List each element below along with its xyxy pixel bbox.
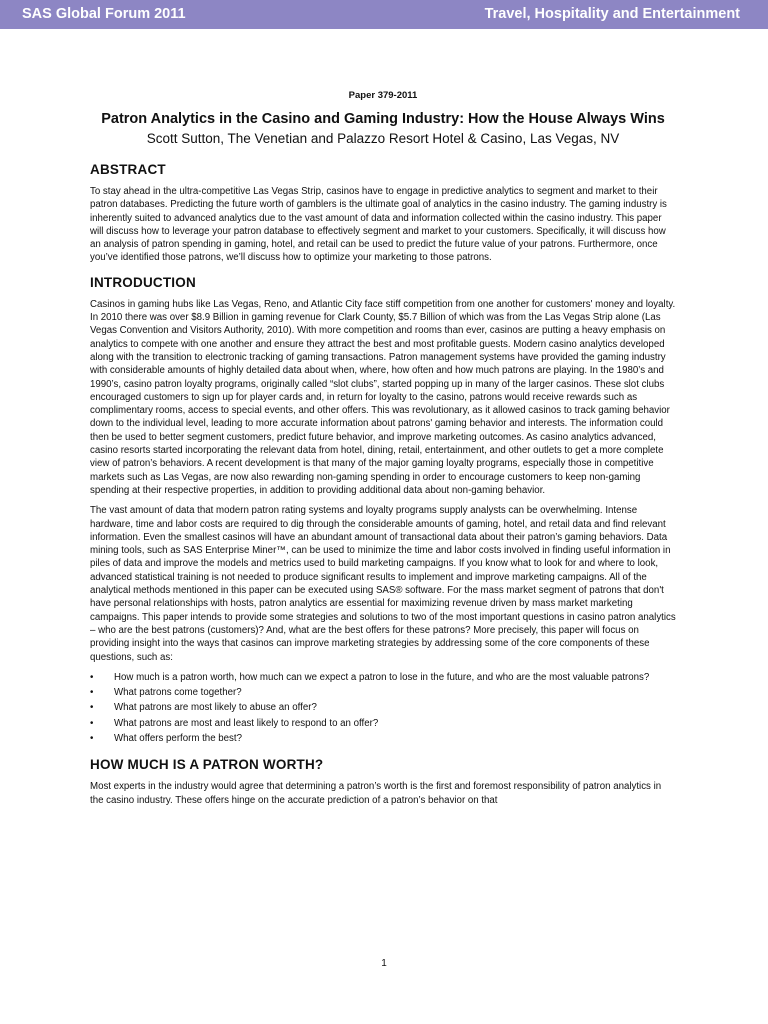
list-item-text: What patrons are most likely to abuse an offer? [114,702,317,714]
bullet-icon: • [90,732,94,744]
list-item-text: What offers perform the best? [114,732,242,744]
track-name: Travel, Hospitality and Entertainment [484,6,740,22]
section-patron-worth [90,757,676,807]
paper-title: Patron Analytics in the Casino and Gaming Industry: How the House Always Wins [101,111,665,127]
list-item [90,686,676,699]
section-introduction [90,275,676,746]
question-list [90,671,676,745]
paper-content [90,90,676,817]
bullet-icon: • [90,687,94,699]
bullet-icon: • [90,717,94,729]
list-item-text: What patrons come together? [114,687,242,699]
bullet-icon: • [90,671,94,683]
list-item [90,671,676,684]
body-paragraph: Most experts in the industry would agree that determining a patron’s worth is the first and foremost responsibility of patron analytics in the casino industry. These offers hinge on the accurate prediction of a patron’s behavior on that [90,781,662,806]
body-paragraph: The vast amount of data that modern patron rating systems and loyalty programs supply analysts can be overwhelming. Intense hardware, time and labor costs are required to dig through the considerable amounts of gaming, hotel, and retail data and find relevant information. Even the smallest casinos will have an abundant amount of transactional data about their patron’s gaming behaviors. Data mining tools, such as SAS Enterprise Miner™, can be used to minimize the time and labor costs involved in finding useful information in piles of data and improve the models and metrics used to build marketing campaigns. If you know what to look for and where to look, advanced statistical training is not needed to produce significant results to implement and improve marketing campaigns. All of the analytical methods mentioned in this paper can be executed using SAS® software. For the mass market segment of patrons that don't have personal relationships with hosts, patron analytics are essential for maximizing revenue driven by mass market marketing campaigns. This paper intends to provide some strategies and solutions to two of the most important questions in casino patron analytics – who are the best patrons (customers)? And, what are the best offers for these patrons? More precisely, this paper will focus on providing insight into the ways that casinos can improve marketing strategies by addressing some of the core components of these questions, such as: [90,505,676,663]
header-banner [0,0,768,29]
list-item-text: What patrons are most and least likely to respond to an offer? [114,717,379,729]
conference-name: SAS Global Forum 2011 [22,6,186,22]
abstract-paragraph: To stay ahead in the ultra-competitive Las Vegas Strip, casinos have to engage in predictive analytics to segment and market to their patron databases. Predicting the future worth of gamblers is the ultimate goal of analytics in the casino industry. The gaming industry is inherently suited to advanced analytics due to the vast amount of data and information collected within the casino industry. This paper will discuss how to leverage your patron database to effectively segment and market to your customers. Specifically, it will discuss how an analysis of patron spending in gaming, hotel, and retail can be used to predict the future value of your patrons. Furthermore, once you’ve identified those patrons, we’ll discuss how to optimize your marketing to those patrons. [90,186,667,264]
section-abstract [90,162,676,265]
list-item [90,701,676,714]
bullet-icon: • [90,702,94,714]
section-heading: ABSTRACT [90,162,166,177]
section-heading: INTRODUCTION [90,274,196,290]
paper-authors: Scott Sutton, The Venetian and Palazzo Resort Hotel & Casino, Las Vegas, NV [146,131,620,146]
paper-number: Paper 379-2011 [348,90,418,101]
section-heading: HOW MUCH IS A PATRON WORTH? [90,757,324,773]
list-item [90,717,676,730]
list-item-text: How much is a patron worth, how much can we expect a patron to lose in the future, and who are the most valuable patrons? [114,671,650,683]
page-number: 1 [381,958,387,969]
list-item [90,732,676,745]
body-paragraph: Casinos in gaming hubs like Las Vegas, Reno, and Atlantic City face stiff competition from one another for customers' money and loyalty. In 2010 there was over $8.9 Billion in gaming revenue for Clark County, $5.7 Billion of which was from the Las Vegas Strip alone (Las Vegas Convention and Visitors Authority, 2010). With more competition and rooms than ever, casinos are putting a heavy emphasis on analytics to compete with one another and ensure they attract the best and most profitable guests. Modern casino analytics developed along with the transition to electronic tracking of gaming transactions. Patron management systems have provided the gaming industry with considerable amounts of highly detailed data about when, where, how often and how much patrons are playing. In the 1980’s and 1990’s, casino patron loyalty programs, originally called “slot clubs”, started popping up in many of the larger casinos. These slot clubs encouraged customers to sign up for player cards and, in return for loyalty to the casino, patrons would receive rewards such as complimentary rooms, access to special events, and other offers. This was revolutionary, as it allowed casinos to track gaming behavior down to the individual level, leading to more accurate information about patrons' gaming behavior and interests. The information could then be used to better segment customers, predict future behavior, and improve marketing outcomes. As casino analytics advanced, casino resorts started incorporating the relevant data from hotel, dining, retail, entertainment, and other outlets to get a more complete view of patron’s behaviors. A recent development is that many of the major gaming loyalty programs, especially those in competitive markets such as Las Vegas, are now also rewarding non-gaming spending in order to encourage customers to keep non-gaming spending at their respective properties, in addition to providing additional data about non-gaming behavior. [90,298,676,496]
